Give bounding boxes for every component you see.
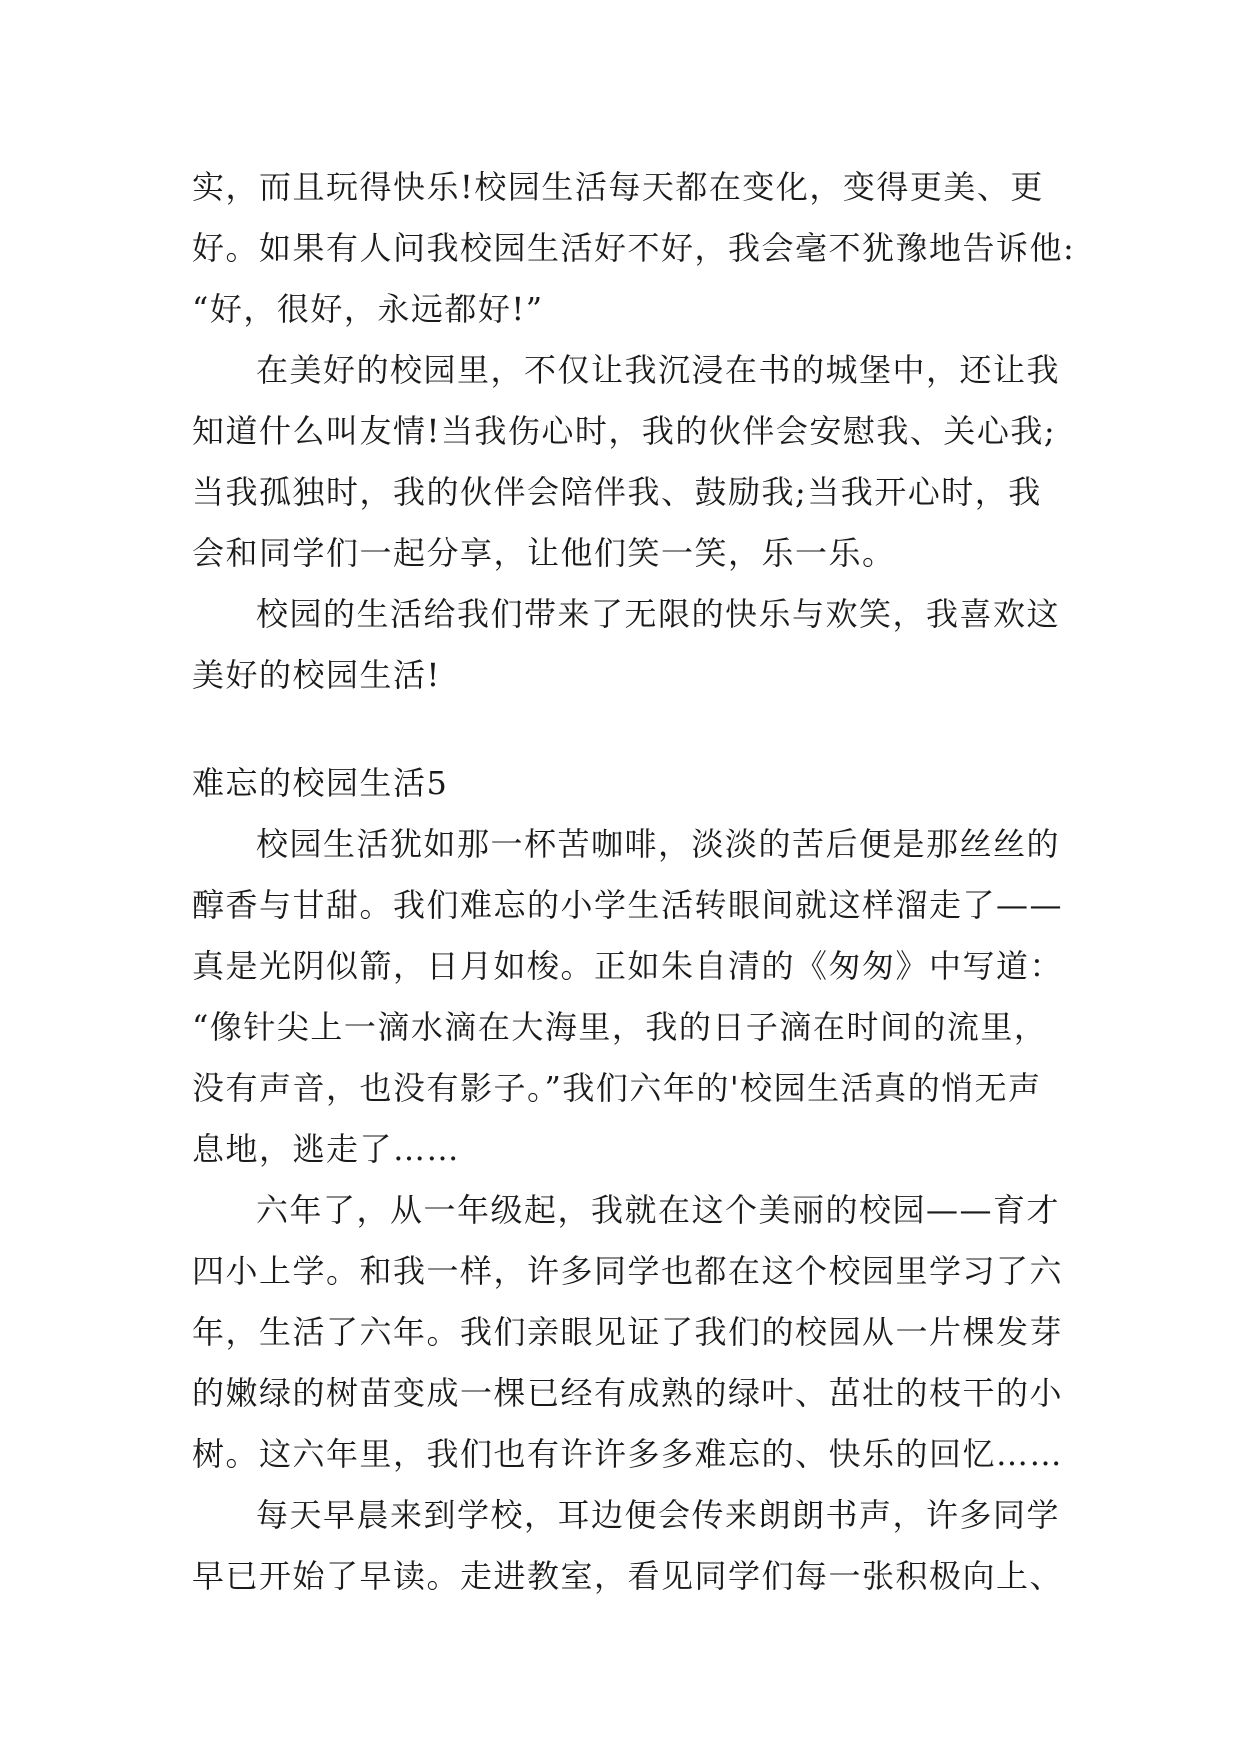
paragraph-line: 树。这六年里，我们也有许许多多难忘的、快乐的回忆…… [192,1435,1064,1473]
paragraph-line: 在美好的校园里，不仅让我沉浸在书的城堡中，还让我 [256,351,1061,389]
paragraph-line: 没有声音，也没有影子。”我们六年的'校园生活真的悄无声 [192,1069,1042,1107]
paragraph-line: 息地，逃走了…… [192,1130,461,1168]
paragraph-line: 美好的校园生活! [192,656,441,694]
paragraph-line: “像针尖上一滴水滴在大海里，我的日子滴在时间的流里， [192,1008,1048,1046]
paragraph-line: “好，很好，永远都好!” [192,290,544,328]
paragraph-line: 六年了，从一年级起，我就在这个美丽的校园——育才 [256,1191,1061,1229]
paragraph-line: 校园的生活给我们带来了无限的快乐与欢笑，我喜欢这 [256,595,1061,633]
paragraph-line: 醇香与甘甜。我们难忘的小学生活转眼间就这样溜走了—— [192,886,1064,924]
paragraph-line: 实，而且玩得快乐!校园生活每天都在变化，变得更美、更 [192,168,1044,206]
paragraph-line: 真是光阴似箭，日月如梭。正如朱自清的《匆匆》中写道： [192,947,1064,985]
paragraph-line: 当我孤独时，我的伙伴会陪伴我、鼓励我;当我开心时，我 [192,473,1042,511]
paragraph-line: 的嫩绿的树苗变成一棵已经有成熟的绿叶、茁壮的枝干的小 [192,1374,1064,1412]
paragraph-line: 年，生活了六年。我们亲眼见证了我们的校园从一片棵发芽 [192,1313,1064,1351]
paragraph-line: 四小上学。和我一样，许多同学也都在这个校园里学习了六 [192,1252,1064,1290]
paragraph-line: 每天早晨来到学校，耳边便会传来朗朗书声，许多同学 [256,1496,1061,1534]
paragraph-line: 早已开始了早读。走进教室，看见同学们每一张积极向上、 [192,1557,1064,1595]
paragraph-line: 知道什么叫友情!当我伤心时，我的伙伴会安慰我、关心我; [192,412,1057,450]
paragraph-line: 会和同学们一起分享，让他们笑一笑，乐一乐。 [192,534,896,572]
paragraph-line: 好。如果有人问我校园生活好不好，我会毫不犹豫地告诉他: [192,229,1076,267]
section-title: 难忘的校园生活5 [192,764,449,802]
paragraph-line: 校园生活犹如那一杯苦咖啡，淡淡的苦后便是那丝丝的 [256,825,1061,863]
